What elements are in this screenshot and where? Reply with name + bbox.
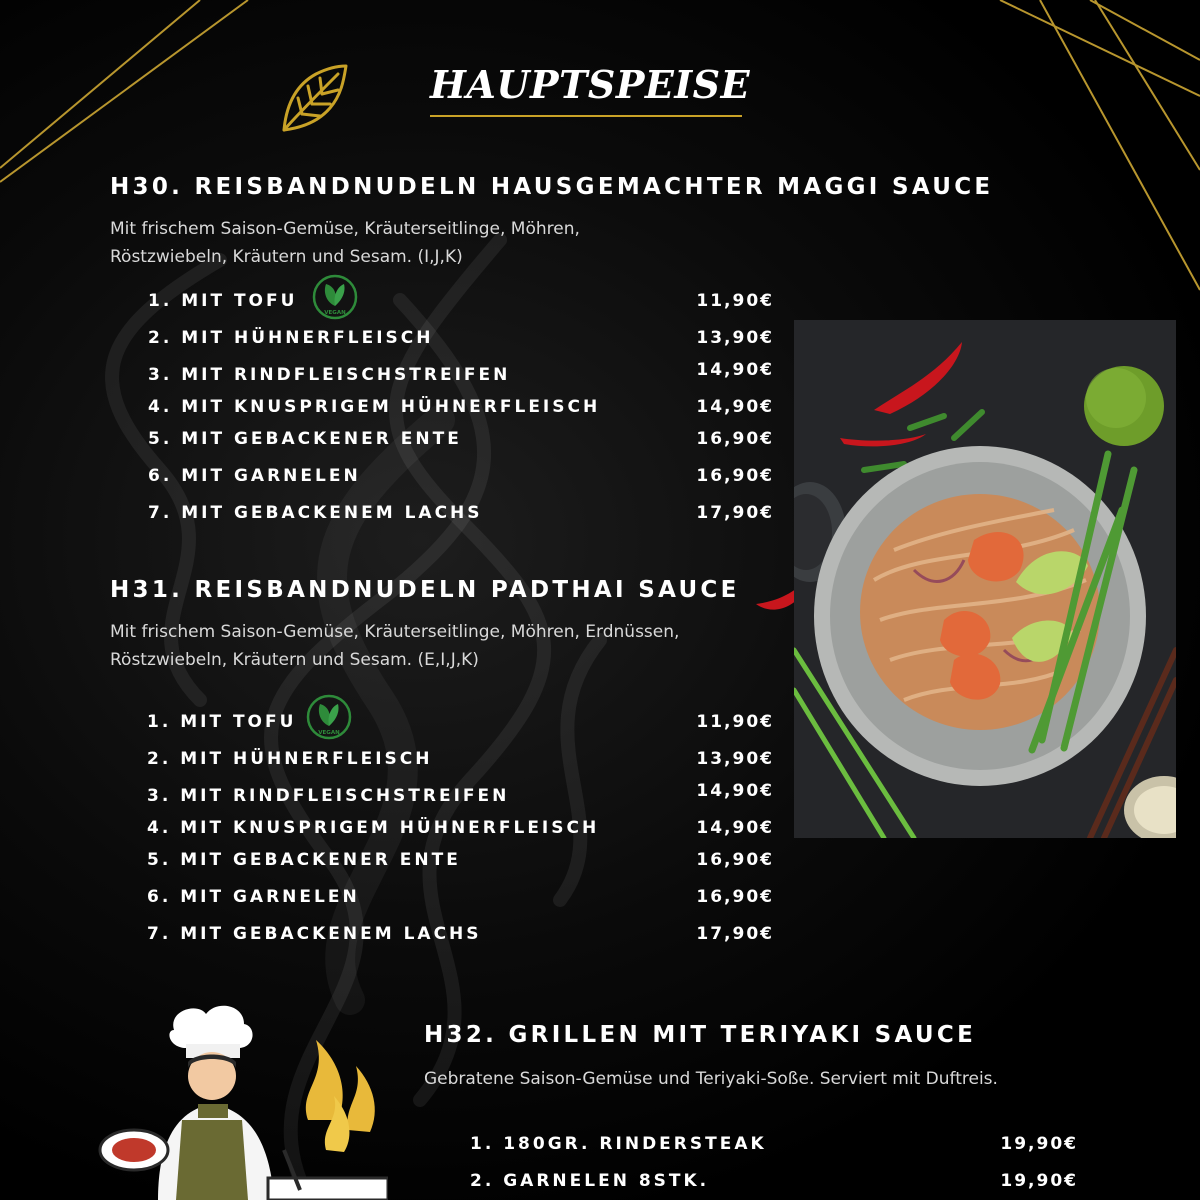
dish-description-h32 xyxy=(424,1065,998,1093)
dish-description-h31 xyxy=(110,618,679,674)
menu-item: 1. MIT TOFU xyxy=(147,712,297,732)
leaf-icon xyxy=(276,60,352,136)
item-price: 16,90€ xyxy=(696,466,774,486)
item-price: 17,90€ xyxy=(696,503,774,523)
description-line: Gebratene Saison-Gemüse und Teriyaki-Soße. Serviert mit Duftreis. xyxy=(424,1069,998,1089)
menu-item: 7. MIT GEBACKENEM LACHS xyxy=(148,503,483,523)
menu-item: 6. MIT GARNELEN xyxy=(148,466,361,486)
menu-item: 2. GARNELEN 8STK. xyxy=(470,1171,710,1191)
menu-item: 1. 180GR. RINDERSTEAK xyxy=(470,1134,767,1154)
chef-illustration xyxy=(88,1000,388,1200)
title-underline xyxy=(430,115,742,117)
vegan-badge-icon xyxy=(312,274,358,320)
vegan-badge-icon xyxy=(306,694,352,740)
dish-title-h32: H32. GRILLEN MIT TERIYAKI SAUCE xyxy=(424,1022,977,1048)
item-price: 17,90€ xyxy=(696,924,774,944)
description-line: Mit frischem Saison-Gemüse, Kräuterseitlinge, Möhren, xyxy=(110,219,580,239)
item-price: 13,90€ xyxy=(696,328,774,348)
item-price: 14,90€ xyxy=(696,818,774,838)
menu-item: 2. MIT HÜHNERFLEISCH xyxy=(147,749,433,769)
menu-item: 2. MIT HÜHNERFLEISCH xyxy=(148,328,434,348)
pad-thai-photo xyxy=(794,320,1176,838)
item-price: 11,90€ xyxy=(696,712,774,732)
vegan-label: VEGAN xyxy=(324,310,346,316)
item-price: 14,90€ xyxy=(696,397,774,417)
menu-item: 3. MIT RINDFLEISCHSTREIFEN xyxy=(148,365,511,385)
menu-item: 5. MIT GEBACKENER ENTE xyxy=(147,850,461,870)
menu-item: 1. MIT TOFU xyxy=(148,291,298,311)
item-price: 14,90€ xyxy=(696,781,774,801)
menu-item: 4. MIT KNUSPRIGEM HÜHNERFLEISCH xyxy=(148,397,601,417)
description-line: Röstzwiebeln, Kräutern und Sesam. (I,J,K) xyxy=(110,247,463,267)
menu-item: 7. MIT GEBACKENEM LACHS xyxy=(147,924,482,944)
menu-item: 5. MIT GEBACKENER ENTE xyxy=(148,429,462,449)
item-price: 11,90€ xyxy=(696,291,774,311)
description-line: Röstzwiebeln, Kräutern und Sesam. (E,I,J,K) xyxy=(110,650,479,670)
item-price: 16,90€ xyxy=(696,429,774,449)
dish-title-h31: H31. REISBANDNUDELN PADTHAI SAUCE xyxy=(110,577,740,603)
item-price: 19,90€ xyxy=(1000,1134,1078,1154)
item-price: 16,90€ xyxy=(696,887,774,907)
page-title: HAUPTSPEISE xyxy=(430,62,751,107)
dish-title-h30: H30. REISBANDNUDELN HAUSGEMACHTER MAGGI SAUCE xyxy=(110,174,994,200)
menu-item: 3. MIT RINDFLEISCHSTREIFEN xyxy=(147,786,510,806)
dish-description-h30 xyxy=(110,215,580,271)
item-price: 16,90€ xyxy=(696,850,774,870)
item-price: 13,90€ xyxy=(696,749,774,769)
menu-item: 4. MIT KNUSPRIGEM HÜHNERFLEISCH xyxy=(147,818,600,838)
vegan-label: VEGAN xyxy=(318,730,340,736)
item-price: 19,90€ xyxy=(1000,1171,1078,1191)
description-line: Mit frischem Saison-Gemüse, Kräuterseitlinge, Möhren, Erdnüssen, xyxy=(110,622,680,642)
item-price: 14,90€ xyxy=(696,360,774,380)
menu-item: 6. MIT GARNELEN xyxy=(147,887,360,907)
